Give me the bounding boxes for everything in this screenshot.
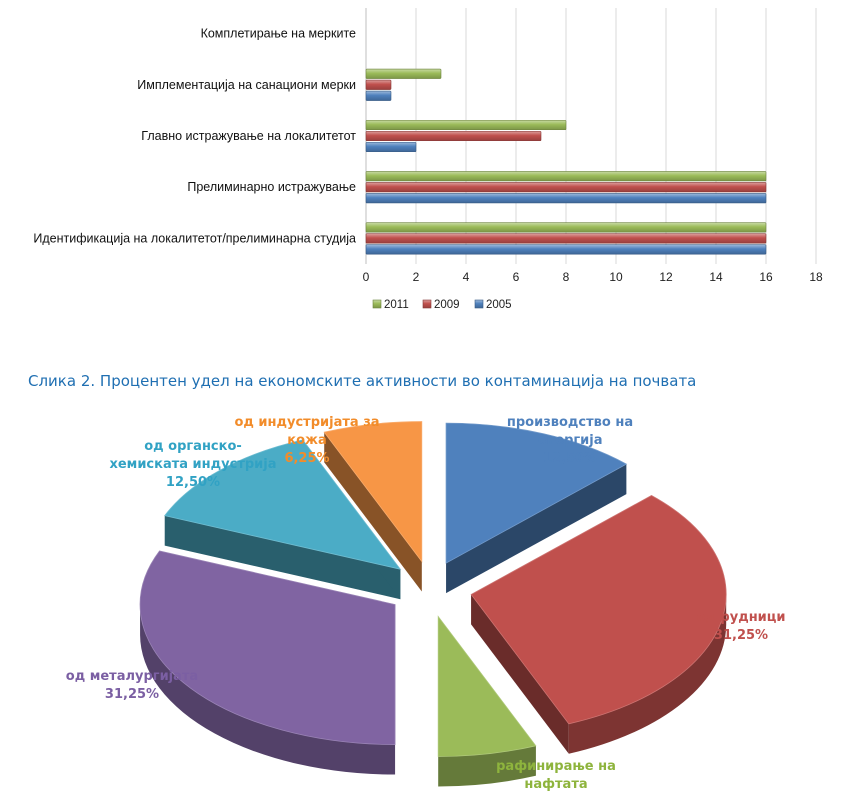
pie-value-label: 31,25% — [104, 687, 160, 702]
pie-category-label: од индустријата за — [234, 415, 380, 430]
x-tick-label: 4 — [462, 270, 470, 284]
legend — [373, 299, 512, 311]
category-label: Главно истражување на локалитетот — [141, 129, 356, 143]
pie-category-label: кожа — [287, 433, 327, 448]
bar-2005-2 — [366, 91, 391, 101]
category-label: Идентификација на локалитетот/прелиминарна студија — [33, 231, 356, 246]
bar-2009-2 — [366, 80, 391, 90]
legend-swatch-2011 — [373, 300, 381, 308]
bar-2011-4 — [366, 171, 766, 181]
pie-value-label: 12,50% — [542, 451, 598, 466]
category-label: Прелиминарно истражување — [187, 180, 356, 195]
bar-2011-2 — [366, 69, 441, 79]
bar-2011-3 — [366, 120, 566, 130]
bar-2011-5 — [366, 223, 766, 233]
bar-2009-5 — [366, 234, 766, 244]
x-tick-label: 8 — [562, 270, 570, 284]
x-tick-label: 18 — [809, 270, 823, 284]
x-tick-label: 10 — [609, 270, 623, 284]
x-tick-label: 6 — [512, 270, 520, 284]
legend-label-2009: 2009 — [434, 299, 460, 311]
pie-category-label: од органско- — [144, 439, 242, 454]
pie-category-label: нафтата — [524, 777, 588, 792]
legend-swatch-2009 — [423, 300, 431, 308]
pie-value-label: 31,25% — [713, 628, 769, 643]
pie-category-label: хемиската индустрија — [109, 457, 277, 472]
pie-value-label: 6,25% — [284, 451, 330, 466]
pie-chart-caption: Слика 2. Процентен удел на економските активности во контаминација на почвата — [28, 372, 697, 390]
pie-category-label: од рудници — [696, 610, 786, 625]
pie-category-label: енергија — [537, 433, 603, 448]
x-tick-label: 0 — [362, 270, 370, 284]
x-tick-label: 2 — [412, 270, 420, 284]
x-tick-label: 16 — [759, 270, 773, 284]
bar-2009-4 — [366, 182, 766, 192]
bar-2005-4 — [366, 193, 766, 203]
bar-2005-3 — [366, 142, 416, 152]
legend-label-2005: 2005 — [486, 299, 512, 311]
x-tick-label: 14 — [709, 270, 723, 284]
pie-category-label: производство на — [506, 415, 634, 430]
bar-2005-5 — [366, 245, 766, 255]
x-tick-label: 12 — [659, 270, 673, 284]
bar-2009-3 — [366, 131, 541, 141]
stage-progress-bar-chart — [0, 0, 848, 330]
category-label: Имплементација на санациони мерки — [137, 77, 356, 92]
pie-value-label: 12,50% — [165, 475, 221, 490]
pie-category-label: од металургијата — [65, 669, 199, 684]
economic-activities-pie-chart — [0, 395, 848, 793]
legend-swatch-2005 — [475, 300, 483, 308]
category-label: Комплетирање на мерките — [200, 26, 356, 41]
pie-category-label: рафинирање на — [496, 759, 616, 774]
legend-label-2011: 2011 — [384, 299, 409, 311]
